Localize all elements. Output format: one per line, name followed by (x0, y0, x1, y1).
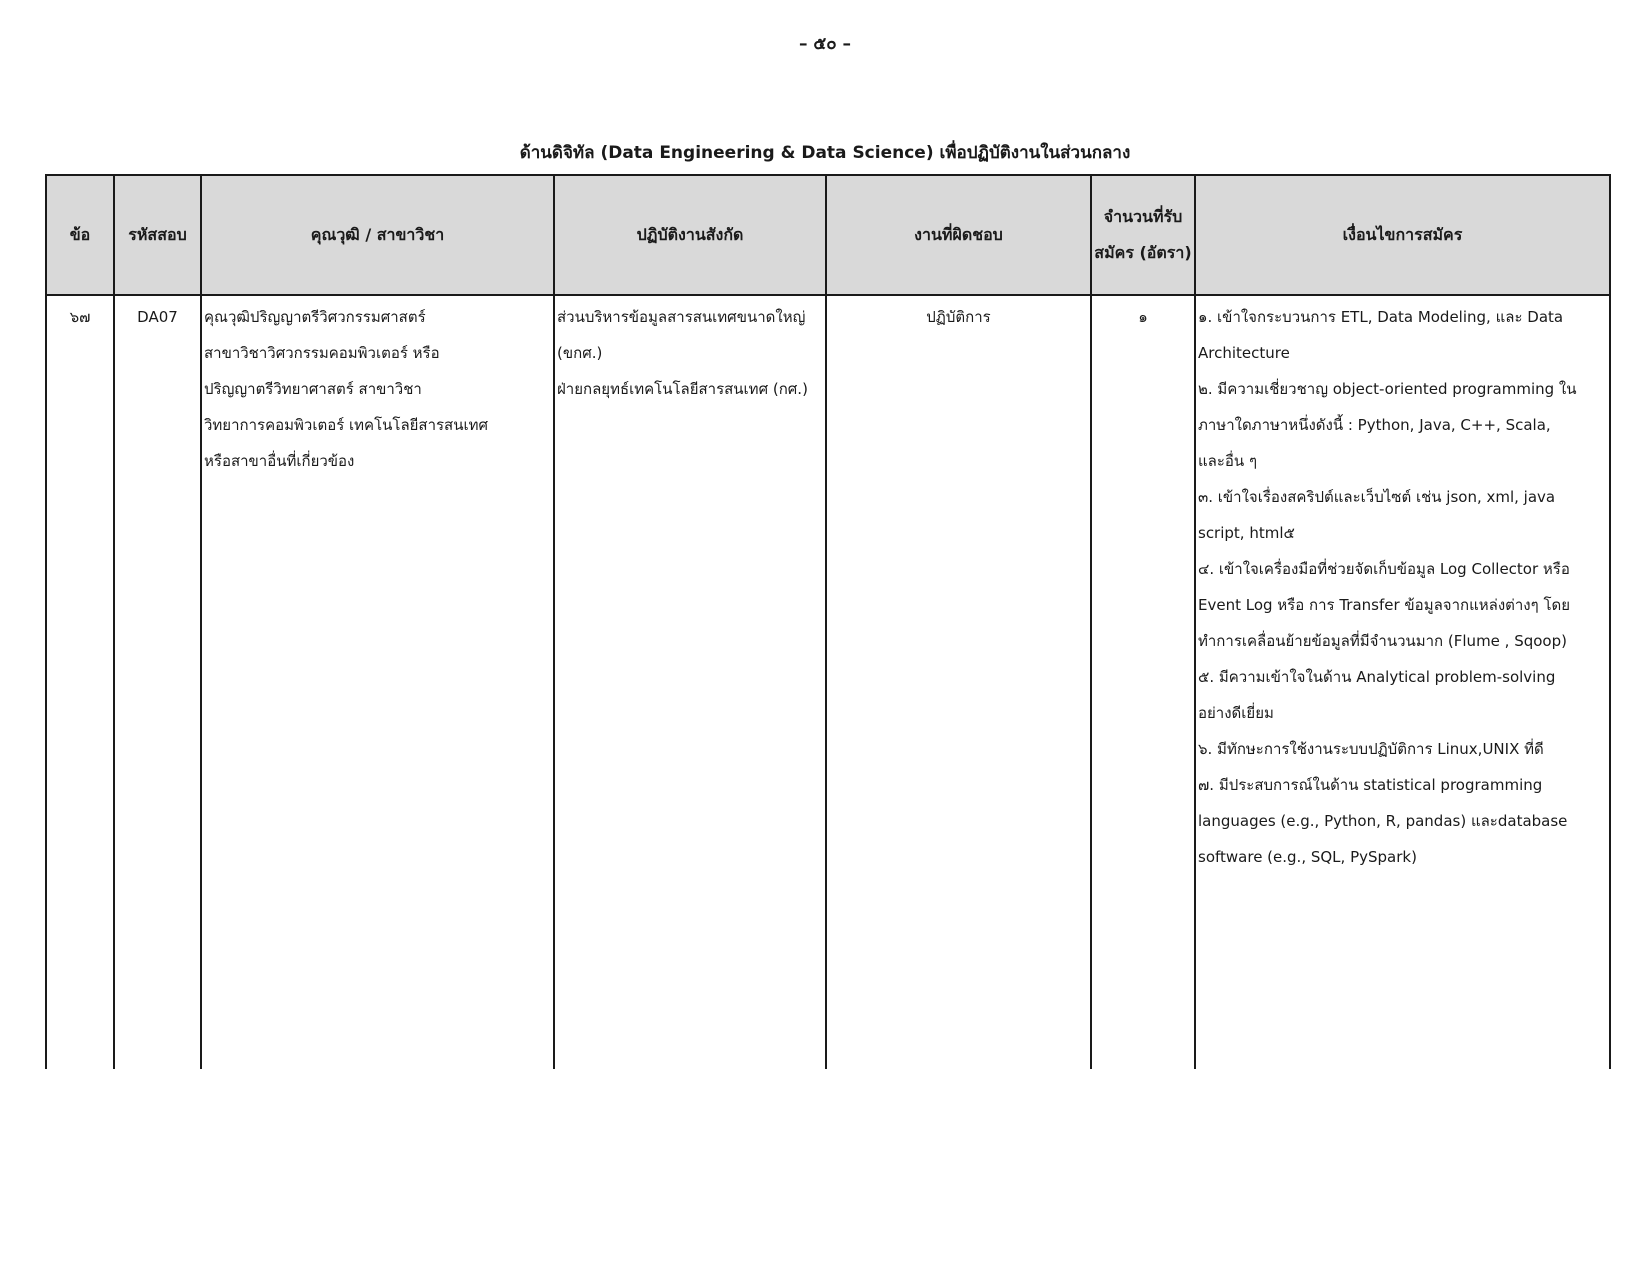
header-quota-line1: จำนวนที่รับ (1103, 207, 1183, 226)
condition-line: ๒. มีความเชี่ยวชาญ object-oriented programming ใน (1198, 380, 1577, 398)
qualification-line: ปริญญาตรีวิทยาศาสตร์ สาขาวิชา (204, 380, 422, 398)
header-conditions: เงื่อนไขการสมัคร (1195, 175, 1610, 295)
condition-line: languages (e.g., Python, R, pandas) และdatabase (1198, 812, 1568, 830)
page-number: – ๕๐ – (798, 34, 852, 54)
condition-line: ภาษาใดภาษาหนึ่งดังนี้ : Python, Java, C++, Scala, (1198, 416, 1551, 434)
condition-line: software (e.g., SQL, PySpark) (1198, 848, 1417, 866)
qualification-line: หรือสาขาอื่นที่เกี่ยวข้อง (204, 452, 355, 470)
cell-duty: ปฏิบัติการ (826, 295, 1091, 1069)
condition-line: Event Log หรือ การ Transfer ข้อมูลจากแหล่งต่างๆ โดย (1198, 596, 1571, 614)
cell-conditions (1195, 295, 1610, 1069)
condition-line: ๕. มีความเข้าใจในด้าน Analytical problem-solving (1198, 668, 1556, 686)
header-quota (1091, 175, 1195, 295)
cell-department (554, 295, 826, 1069)
condition-line: Architecture (1198, 344, 1290, 362)
department-line: (ขกศ.) (557, 344, 603, 362)
table-header (46, 175, 1610, 295)
condition-line: ๖. มีทักษะการใช้งานระบบปฏิบัติการ Linux,UNIX ที่ดี (1198, 740, 1544, 758)
condition-line: ๑. เข้าใจกระบวนการ ETL, Data Modeling, และ Data (1198, 308, 1564, 326)
condition-line: script, html๕ (1198, 524, 1295, 542)
department-line: ฝ่ายกลยุทธ์เทคโนโลยีสารสนเทศ (กศ.) (557, 380, 808, 398)
table-row (46, 295, 1610, 1069)
condition-line: และอื่น ๆ (1198, 452, 1258, 470)
cell-no: ๖๗ (46, 295, 114, 1069)
condition-line: ๓. เข้าใจเรื่องสคริปต์และเว็บไซต์ เช่น json, xml, java (1198, 488, 1556, 506)
condition-line: อย่างดีเยี่ยม (1198, 704, 1274, 722)
header-no: ข้อ (46, 175, 114, 295)
qualification-line: สาขาวิชาวิศวกรรมคอมพิวเตอร์ หรือ (204, 344, 440, 362)
header-department: ปฏิบัติงานสังกัด (554, 175, 826, 295)
cell-qualification (201, 295, 554, 1069)
cell-exam-code: DA07 (114, 295, 201, 1069)
header-qualification: คุณวุฒิ / สาขาวิชา (201, 175, 554, 295)
condition-line: ๗. มีประสบการณ์ในด้าน statistical programming (1198, 776, 1543, 794)
recruitment-table (45, 174, 1611, 1069)
cell-quota: ๑ (1091, 295, 1195, 1069)
department-line: ส่วนบริหารข้อมูลสารสนเทศขนาดใหญ่ (557, 308, 806, 326)
header-exam-code: รหัสสอบ (114, 175, 201, 295)
qualification-line: คุณวุฒิปริญญาตรีวิศวกรรมศาสตร์ (204, 308, 426, 326)
condition-line: ๔. เข้าใจเครื่องมือที่ช่วยจัดเก็บข้อมูล Log Collector หรือ (1198, 560, 1570, 578)
document-title: ด้านดิจิทัล (Data Engineering & Data Science) เพื่อปฏิบัติงานในส่วนกลาง (519, 143, 1131, 163)
header-duty: งานที่ผิดชอบ (826, 175, 1091, 295)
header-quota-line2: สมัคร (อัตรา) (1094, 243, 1192, 262)
qualification-line: วิทยาการคอมพิวเตอร์ เทคโนโลยีสารสนเทศ (204, 416, 489, 434)
condition-line: ทำการเคลื่อนย้ายข้อมูลที่มีจำนวนมาก (Flume , Sqoop) (1198, 632, 1567, 650)
